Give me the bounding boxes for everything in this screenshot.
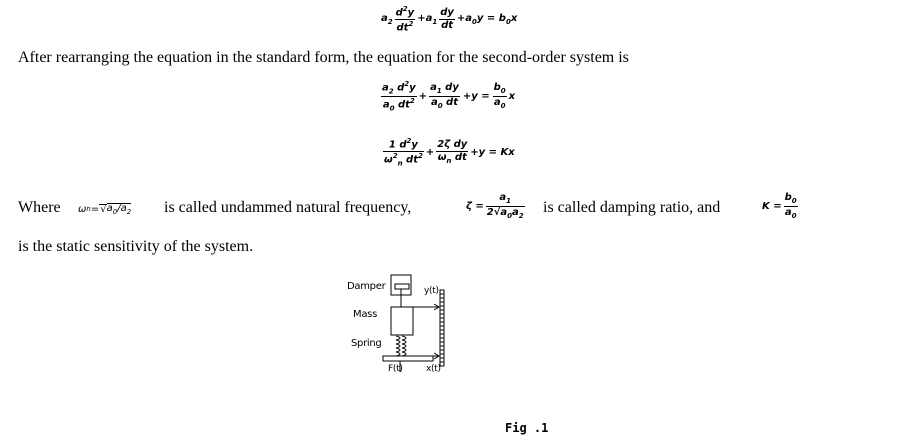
x-t-label: x(t) [426,364,441,374]
eq2-term1: $\frac{a_2 d^2y}{a_0 dt^2}$ [382,80,416,113]
mass-block [391,307,413,335]
spring-coil-2 [402,336,406,356]
f-t-label: F(t) [388,364,403,374]
base-plate [383,356,433,361]
paragraph-static-sensitivity: is the static sensitivity of the system. [18,238,254,255]
eq1-frac-d2y: $\frac{d^2y}{dt^2}$ [395,5,415,34]
paragraph-where: Where [18,199,61,216]
k-formula: K = $\frac{b_0}{a_0}$ [762,192,797,220]
ruler-ticks [440,294,444,362]
eq1-frac-dy: $\frac{dy}{dt}$ [440,7,454,32]
eq2-term2: $\frac{a_1 dy}{a_0 dt}$ [430,82,459,111]
omega-n-formula: ω n = √ $a_0/a_2$ [78,203,132,216]
spring-coil [396,336,400,356]
eq3-plus: + [425,146,435,158]
natural-frequency-text: is called undammed natural frequency, [164,199,412,216]
eq1-a2: $a_2$ [381,12,393,26]
equation-1 [381,6,517,34]
scale-ruler [440,290,444,366]
damper-piston [395,284,409,289]
y-t-label: y(t) [424,286,439,296]
damping-ratio-text: is called damping ratio, and [543,199,721,216]
eq3-term1: $\frac{1 d^2y}{\omega^2_n dt^2}$ [384,137,423,168]
zeta-formula: ζ = $\frac{a_1}{2√a_0a_2}$ [466,192,524,220]
eq1-plus-a1: $+a_1$ [417,12,438,26]
equation-3 [383,138,515,168]
spring-label: Spring [351,338,382,349]
damper-label: Damper [347,281,386,292]
eq2-plus: + [418,90,428,102]
eq2-term3: $\frac{b_0}{a_0}$ [493,82,506,111]
eq1-rest: $+a_0y = b_0x$ [456,12,518,26]
eq2-x: x [508,90,516,102]
equation-2 [381,81,515,113]
mass-label: Mass [353,309,377,320]
figure-mass-spring-damper [340,270,460,380]
figure-caption: Fig .1 [505,421,549,435]
eq2-y-eq: +y = [462,90,490,102]
paragraph-standard-form: After rearranging the equation in the standard form, the equation for the second-order system is [18,49,629,66]
eq3-rest: +y = Kx [470,146,515,158]
eq3-term2: $\frac{\text{2ζ dy}}{\omega_n dt}$ [437,139,468,166]
